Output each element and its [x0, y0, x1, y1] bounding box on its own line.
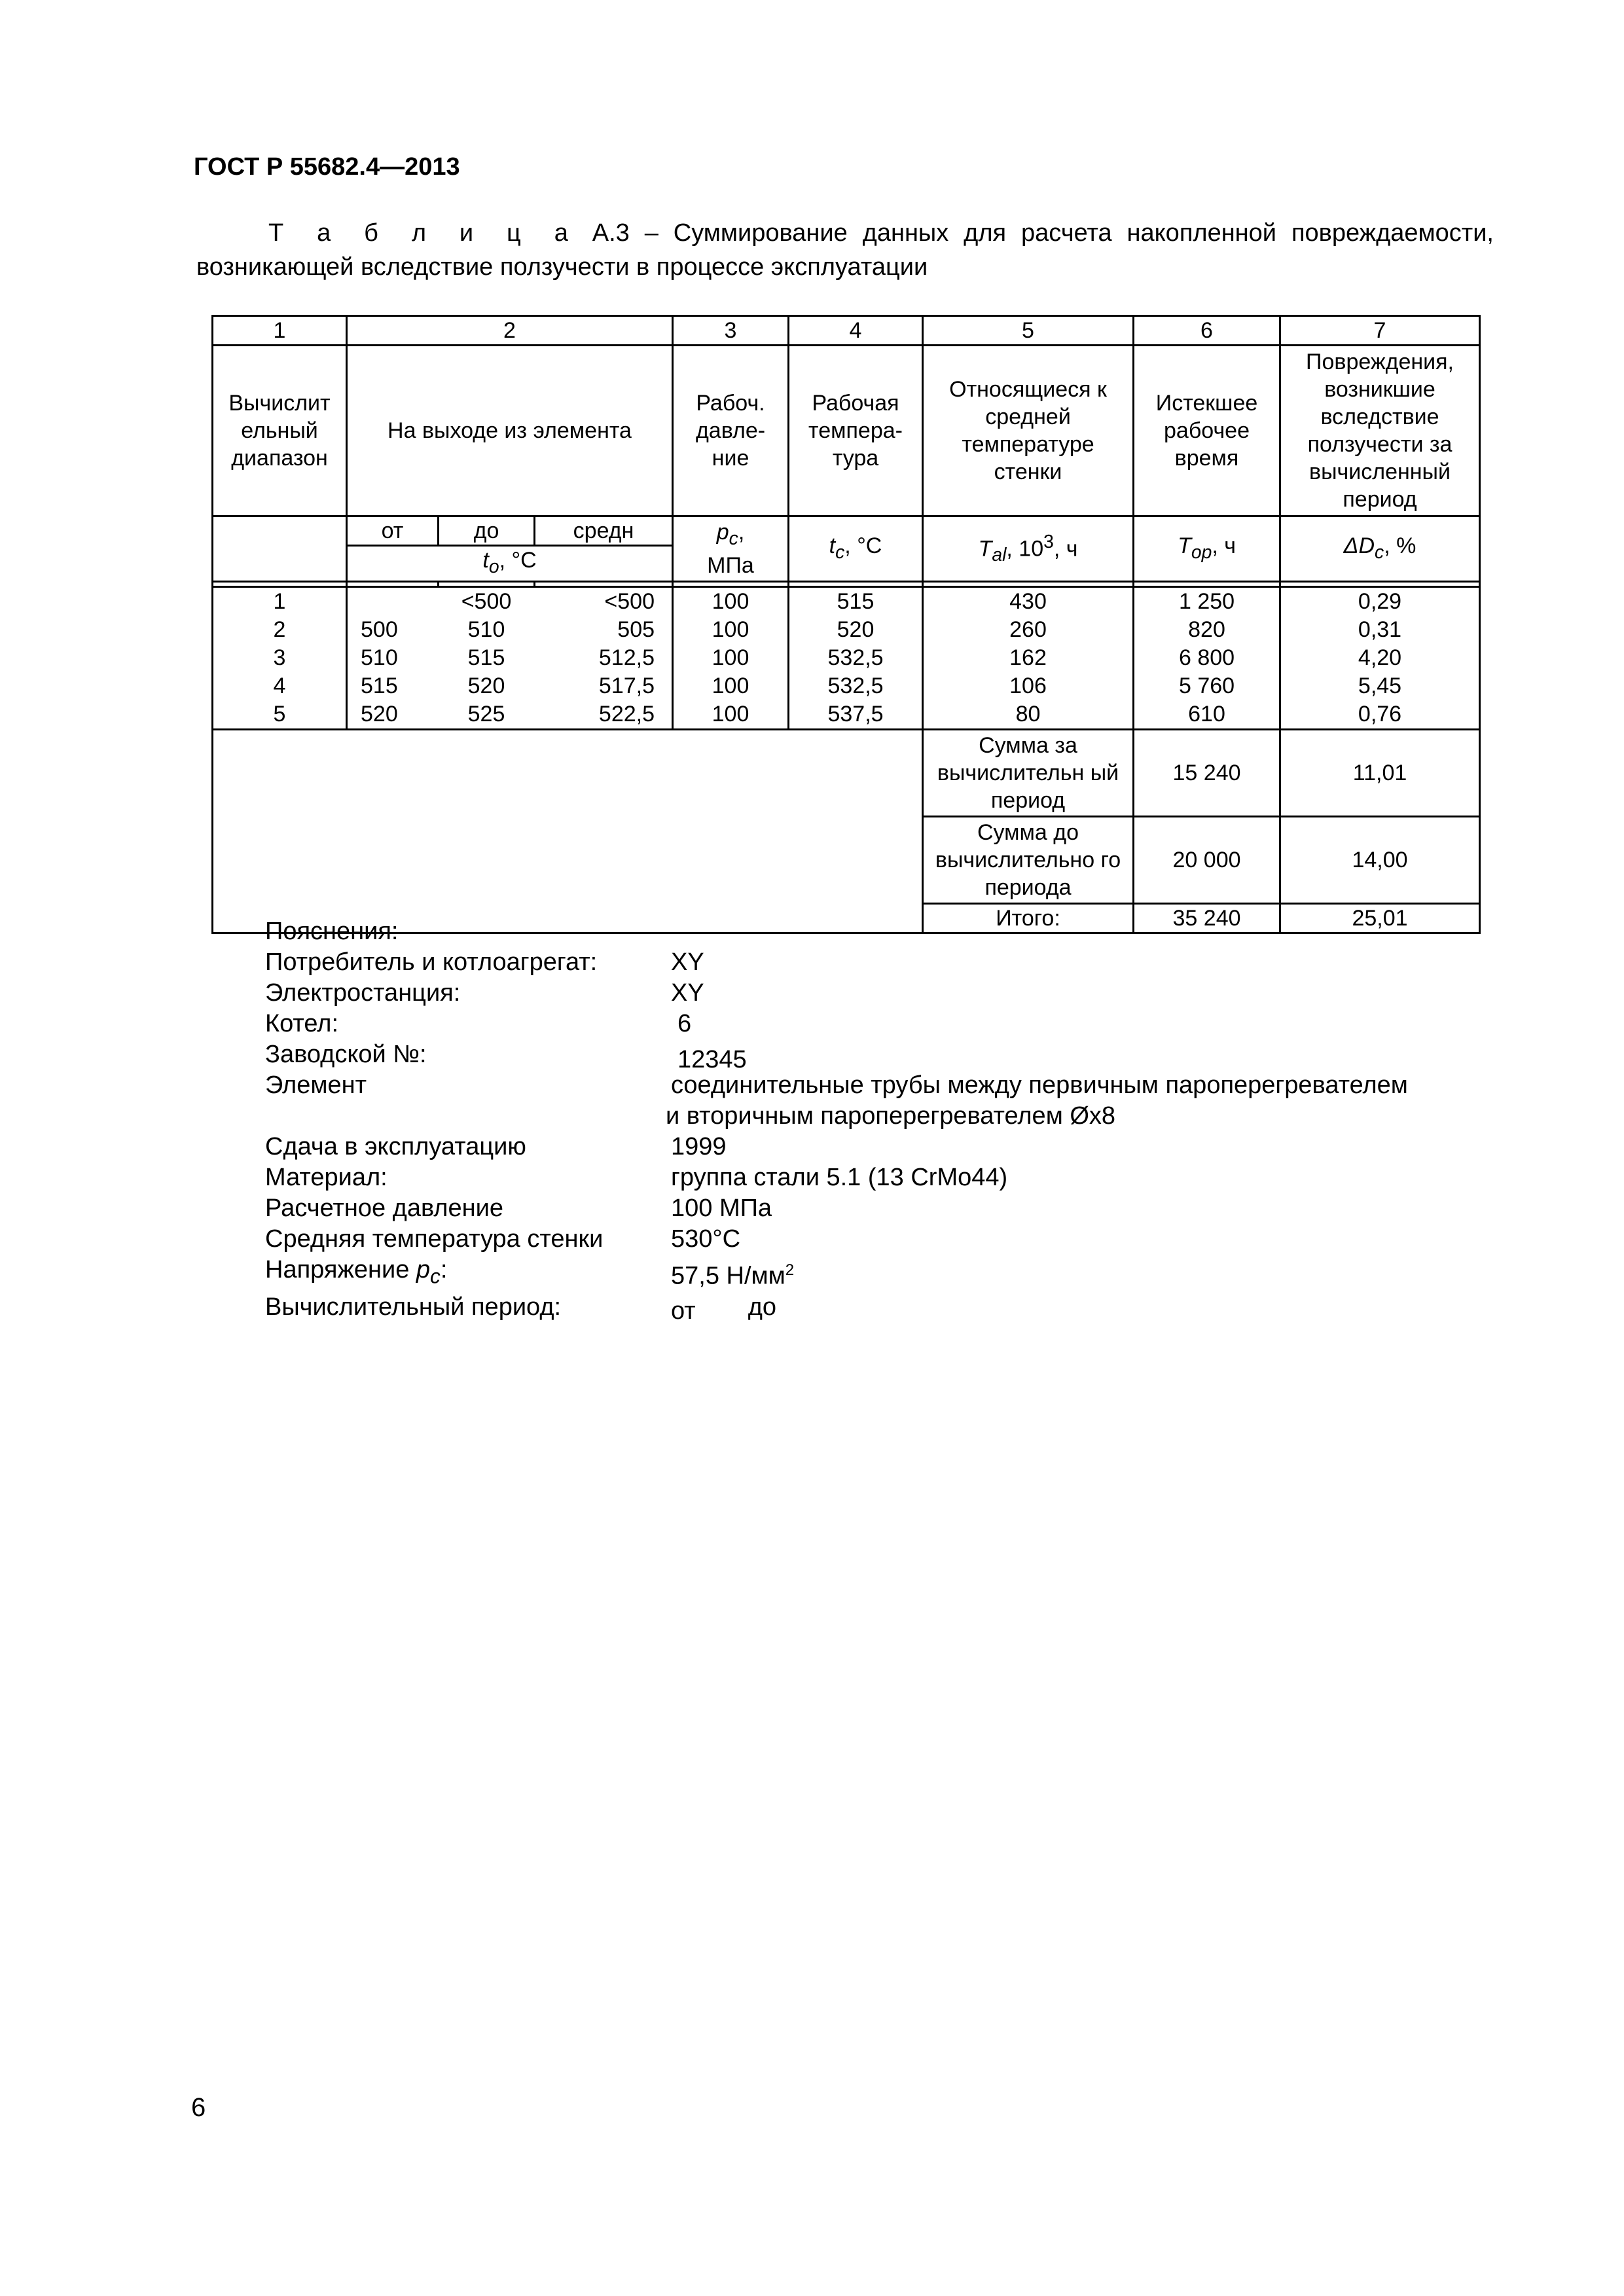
dd-suffix: , % [1384, 533, 1416, 558]
tc-symbol: t [829, 533, 836, 558]
cell-wall-temp: 430 [923, 586, 1134, 616]
summary-blank-area [213, 729, 923, 933]
total-damage: 25,01 [1280, 903, 1480, 933]
summary-row-period [213, 729, 1480, 816]
notes-heading-row [265, 916, 1509, 947]
note-serial [265, 1039, 1509, 1073]
cell-damage: 0,31 [1280, 616, 1480, 644]
note-element [265, 1070, 1509, 1132]
cell-time: 5 760 [1134, 672, 1280, 700]
tal-suffix: , ч [1053, 536, 1078, 562]
note-label: Сдача в эксплуатацию [265, 1133, 526, 1160]
unit-from: от [347, 516, 439, 546]
stress-value: 57,5 Н/мм [671, 1262, 785, 1290]
colnum-3: 3 [673, 316, 789, 346]
note-commission [265, 1132, 1509, 1162]
cell-damage: 5,45 [1280, 672, 1480, 700]
cell-time: 820 [1134, 616, 1280, 644]
summary-damage: 11,01 [1280, 729, 1480, 816]
cell-pressure: 100 [673, 700, 789, 730]
note-consumer [265, 947, 1509, 978]
tal-superscript: 3 [1043, 531, 1054, 553]
stress-symbol: p [416, 1256, 431, 1283]
cell-wall-temp: 260 [923, 616, 1134, 644]
note-value: 12345 [677, 1046, 747, 1073]
table-row [213, 644, 1480, 672]
note-station [265, 978, 1509, 1009]
pc-unit: МПа [707, 553, 754, 579]
colnum-7: 7 [1280, 316, 1480, 346]
note-value-cont: и вторичным пароперегревателем Øx8 [666, 1102, 1116, 1130]
cell-temperature: 537,5 [789, 700, 923, 730]
cell-to: 510 [467, 617, 505, 643]
cell-avg: 522,5 [535, 700, 673, 730]
note-value: 6 [677, 1010, 692, 1037]
header-outlet: На выходе из элемента [347, 346, 673, 516]
colnum-5: 5 [923, 316, 1134, 346]
table-row [213, 586, 1480, 616]
header-damage: Повреждения, возникшие вследствие ползучести за вычисленный период [1280, 346, 1480, 516]
to-suffix: , °C [499, 548, 537, 573]
top-subscript: op [1191, 541, 1212, 563]
units-row-1 [213, 516, 1480, 546]
summary-time: 20 000 [1134, 816, 1280, 903]
colnum-1: 1 [213, 316, 347, 346]
note-value: 530°C [671, 1225, 741, 1253]
tal-symbol: T [978, 536, 992, 562]
dd-symbol: ΔD [1343, 533, 1375, 558]
note-value: XY [671, 948, 704, 976]
header-wall-temp: Относящиеся к средней температуре стенки [923, 346, 1134, 516]
cell-avg: 512,5 [535, 644, 673, 672]
top-symbol: T [1178, 533, 1191, 558]
note-period [265, 1292, 1509, 1323]
note-value: 100 МПа [671, 1194, 772, 1222]
cell-to: <500 [461, 589, 512, 615]
cell-temperature: 515 [789, 586, 923, 616]
cell-temperature: 532,5 [789, 672, 923, 700]
summary-time: 15 240 [1134, 729, 1280, 816]
table-row [213, 616, 1480, 644]
total-time: 35 240 [1134, 903, 1280, 933]
cell-time: 6 800 [1134, 644, 1280, 672]
total-label: Итого: [923, 903, 1134, 933]
stress-label-text: Напряжение [265, 1256, 416, 1283]
note-label: Расчетное давление [265, 1194, 503, 1222]
note-material [265, 1162, 1509, 1193]
unit-damage [1280, 516, 1480, 582]
cell-temperature: 532,5 [789, 644, 923, 672]
header-temperature: Рабочая темпера- тура [789, 346, 923, 516]
note-label: Материал: [265, 1164, 388, 1191]
cell-damage: 4,20 [1280, 644, 1480, 672]
cell-to: 525 [439, 700, 535, 730]
tal-subscript: al [992, 545, 1007, 566]
note-label: Заводской №: [265, 1041, 427, 1068]
note-value: 1999 [671, 1133, 727, 1160]
cell-from: 510 [347, 644, 439, 672]
dd-subscript: c [1375, 541, 1384, 563]
cell-pressure: 100 [673, 672, 789, 700]
tc-subscript: c [835, 541, 845, 563]
note-label: Элемент [265, 1071, 367, 1099]
cell-range: 3 [213, 644, 347, 672]
cell-time: 610 [1134, 700, 1280, 730]
caption-title-2: возникающей вследствие ползучести в процессе эксплуатации [196, 253, 928, 281]
unit-avg: средн [535, 516, 673, 546]
cell-time: 1 250 [1134, 586, 1280, 616]
units-range-empty [213, 516, 347, 582]
table-row [213, 672, 1480, 700]
unit-to: до [439, 516, 535, 546]
damage-summary-table [211, 315, 1481, 934]
note-label: Потребитель и котлоагрегат: [265, 948, 598, 976]
table-row [213, 700, 1480, 730]
pc-subscript: c [729, 528, 738, 549]
unit-pressure [673, 516, 789, 582]
pc-comma: , [738, 519, 745, 545]
stress-colon: : [440, 1256, 448, 1283]
colnum-2: 2 [347, 316, 673, 346]
tal-mid: , 10 [1006, 536, 1044, 562]
cell-pressure: 100 [673, 586, 789, 616]
top-suffix: , ч [1212, 533, 1236, 558]
note-label [265, 1255, 447, 1292]
stress-subscript: c [430, 1264, 441, 1288]
column-number-row [213, 316, 1480, 346]
cell-from: 515 [347, 672, 439, 700]
cell-avg: <500 [535, 586, 673, 616]
summary-label: Сумма за вычислительн ый период [923, 729, 1134, 816]
double-rule [213, 581, 1480, 586]
caption-line-1 [196, 216, 1494, 250]
note-value [671, 1255, 1509, 1292]
cell-range: 2 [213, 616, 347, 644]
to-subscript: o [488, 556, 499, 577]
period-to: до [748, 1293, 777, 1321]
stress-superscript: 2 [785, 1261, 795, 1279]
note-boiler [265, 1009, 1509, 1039]
summary-label: Сумма до вычислительно го периода [923, 816, 1134, 903]
cell-from [347, 586, 439, 616]
header-row [213, 346, 1480, 516]
colnum-4: 4 [789, 316, 923, 346]
note-stress [265, 1255, 1509, 1292]
summary-damage: 14,00 [1280, 816, 1480, 903]
explanations [265, 916, 1509, 1323]
cell-avg: 517,5 [535, 672, 673, 700]
page-number: 6 [191, 2093, 206, 2122]
colnum-6: 6 [1134, 316, 1280, 346]
table-caption [196, 216, 1494, 284]
cell-to: 520 [467, 673, 505, 699]
pc-symbol: p [716, 519, 729, 545]
cell-to: 515 [467, 645, 505, 671]
note-pressure [265, 1193, 1509, 1224]
document-id: ГОСТ Р 55682.4—2013 [194, 153, 460, 181]
notes-heading: Пояснения: [265, 918, 399, 945]
cell-damage: 0,76 [1280, 700, 1480, 730]
cell-range: 4 [213, 672, 347, 700]
unit-temperature [789, 516, 923, 582]
cell-pressure: 100 [673, 616, 789, 644]
cell-wall-temp: 162 [923, 644, 1134, 672]
header-time: Истекшее рабочее время [1134, 346, 1280, 516]
note-label: Вычислительный период: [265, 1293, 562, 1321]
header-pressure: Рабоч. давле- ние [673, 346, 789, 516]
note-value: группа стали 5.1 (13 CrMo44) [671, 1164, 1008, 1191]
note-value: XY [671, 979, 704, 1007]
note-wall-temp [265, 1224, 1509, 1255]
to-symbol: t [482, 548, 489, 573]
cell-from: 520 [347, 700, 439, 730]
tc-suffix: , °C [844, 533, 882, 558]
note-value: соединительные трубы между первичным пароперегревателем [671, 1071, 1408, 1099]
header-range: Вычислит ельный диапазон [213, 346, 347, 516]
cell-avg: 505 [535, 616, 673, 644]
note-label: Средняя температура стенки [265, 1225, 604, 1253]
period-from: от [671, 1297, 696, 1325]
cell-wall-temp: 106 [923, 672, 1134, 700]
cell-damage: 0,29 [1280, 586, 1480, 616]
unit-wall-temp [923, 516, 1134, 582]
cell-from: 500 [347, 616, 439, 644]
cell-range: 5 [213, 700, 347, 730]
cell-wall-temp: 80 [923, 700, 1134, 730]
unit-outlet-temp [347, 546, 673, 582]
note-value [671, 1292, 1509, 1323]
cell-pressure: 100 [673, 644, 789, 672]
note-label: Электростанция: [265, 979, 461, 1007]
caption-title-1: А.3 – Суммирование данных для расчета накопленной повреждаемости, [577, 219, 1494, 247]
note-label: Котел: [265, 1010, 339, 1037]
unit-time [1134, 516, 1280, 582]
cell-range: 1 [213, 586, 347, 616]
caption-table-word: Т а б л и ц а [268, 219, 577, 247]
cell-temperature: 520 [789, 616, 923, 644]
